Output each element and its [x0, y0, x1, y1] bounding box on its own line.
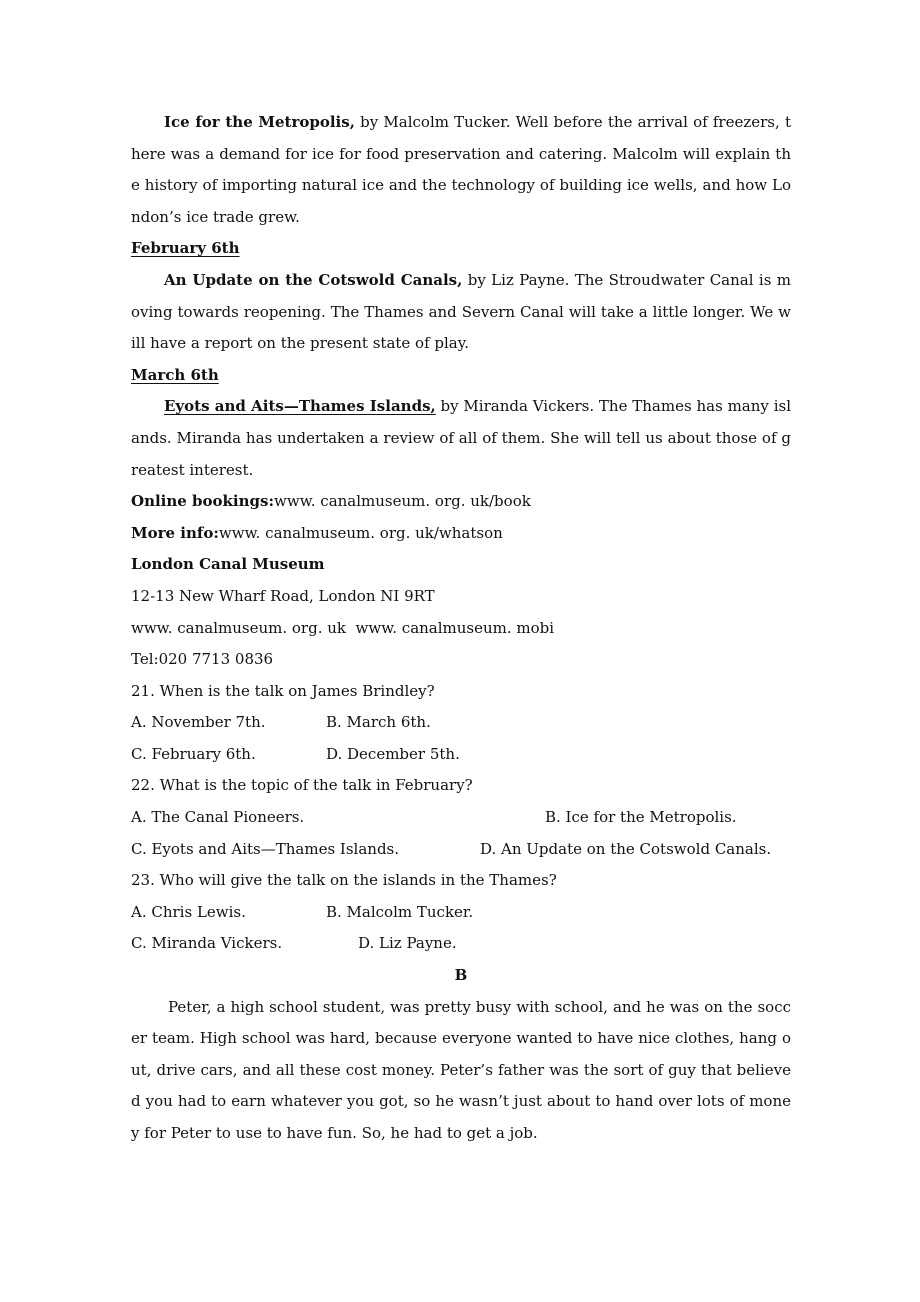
museum-name: London Canal Museum: [131, 555, 325, 574]
q21-option-d: D. December 5th.: [326, 744, 460, 763]
q23-option-a: A. Chris Lewis.: [131, 902, 246, 921]
talk-ice-paragraph: [131, 107, 791, 233]
section-b-paragraph: Peter, a high school student, was pretty busy with school, and he was on the soccer team. High school was hard, because everyone wanted to have nice clothes, hang out, drive cars, and all these cost money. Peter’s father was the sort of guy that believed you had to earn whatever you got, so he wasn’t just about to hand over lots of money for Peter to use to have fun. So, he had to get a job.: [131, 997, 791, 1142]
q22-option-d: D. An Update on the Cotswold Canals.: [480, 839, 772, 858]
q22-options-row-2: [131, 834, 791, 866]
museum-websites: www. canalmuseum. org. uk www. canalmuseum. mobi: [131, 618, 555, 637]
q21-option-b: B. March 6th.: [326, 713, 431, 732]
q22-options-row-1: [131, 802, 791, 834]
q21-options-row-2: [131, 739, 791, 771]
q22-option-b: B. Ice for the Metropolis.: [545, 808, 737, 827]
more-info-url: www. canalmuseum. org. uk/whatson: [218, 523, 503, 542]
museum-tel: Tel:020 7713 0836: [131, 650, 274, 669]
more-info-label: More info:: [131, 523, 219, 542]
online-bookings-line: [131, 486, 791, 518]
talk-mar-date: March 6th: [131, 365, 219, 384]
q21-stem: 21. When is the talk on James Brindley?: [131, 681, 435, 700]
more-info-line: [131, 518, 791, 550]
q23-options-row-1: [131, 897, 791, 929]
talk-feb-title: An Update on the Cotswold Canals,: [164, 270, 463, 289]
talk-mar-date-line: [131, 360, 791, 392]
q23-options-row-2: [131, 928, 791, 960]
online-bookings-label: Online bookings:: [131, 492, 275, 511]
q23-option-b: B. Malcolm Tucker.: [326, 902, 474, 921]
talk-feb-body: by Liz Payne. The Stroudwater Canal is moving towards reopening. The Thames and Severn Canal will take a little longer. We will have a report on the present state of play.: [131, 270, 791, 353]
q23-stem: 23. Who will give the talk on the islands in the Thames?: [131, 871, 557, 890]
talk-ice-body: by Malcolm Tucker. Well before the arrival of freezers, there was a demand for ice for food preservation and catering. Malcolm will explain the history of importing natural ice and the technology of building ice wells, and how London’s ice trade grew.: [131, 113, 791, 226]
q23-option-d: D. Liz Payne.: [358, 934, 457, 953]
talk-mar-title: Eyots and Aits—Thames Islands,: [164, 397, 436, 416]
talk-feb-paragraph: [131, 265, 791, 360]
talk-feb-date-line: [131, 233, 791, 265]
q21-options-row-1: [131, 707, 791, 739]
q21-option-a: A. November 7th.: [131, 713, 266, 732]
talk-ice-title: Ice for the Metropolis,: [164, 113, 355, 131]
talk-mar-paragraph: [131, 391, 791, 486]
q21-option-c: C. February 6th.: [131, 744, 256, 763]
q22-stem: 22. What is the topic of the talk in February?: [131, 776, 473, 795]
q22-option-a: A. The Canal Pioneers.: [131, 808, 305, 827]
online-bookings-url: www. canalmuseum. org. uk/book: [274, 492, 531, 511]
talk-feb-date: February 6th: [131, 239, 240, 258]
q23-option-c: C. Miranda Vickers.: [131, 934, 283, 953]
museum-address: 12-13 New Wharf Road, London NI 9RT: [131, 586, 435, 605]
q22-option-c: C. Eyots and Aits—Thames Islands.: [131, 839, 400, 858]
section-b-heading: B: [454, 966, 468, 985]
talk-mar-body: by Miranda Vickers. The Thames has many islands. Miranda has undertaken a review of all of them. She will tell us about those of greatest interest.: [131, 397, 791, 479]
document-page: [131, 107, 791, 1150]
